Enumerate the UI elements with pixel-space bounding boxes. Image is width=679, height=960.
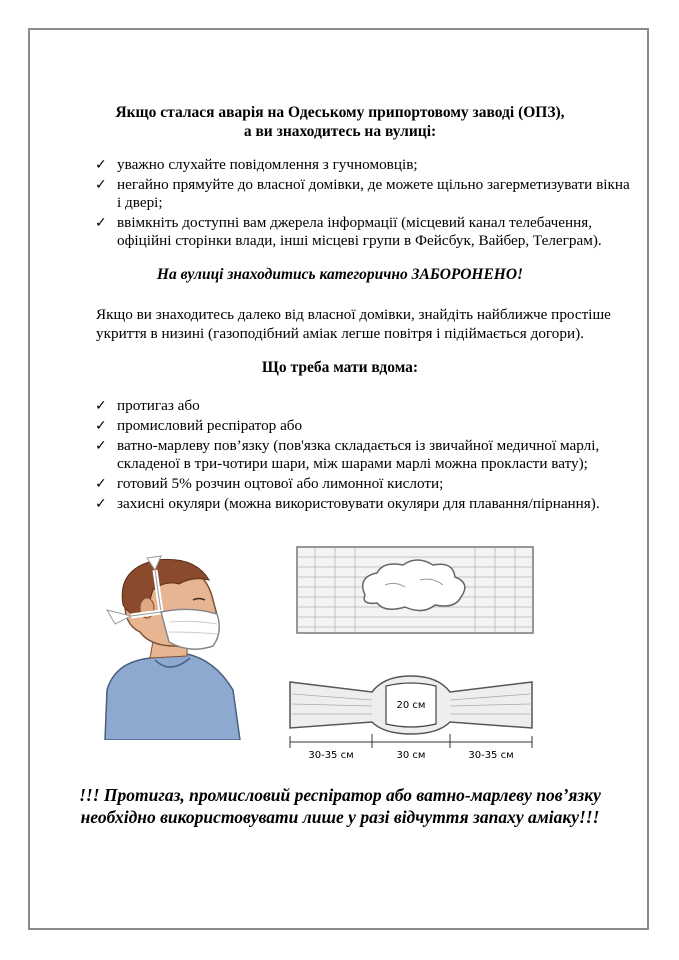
home-items-list [95,397,635,515]
check-icon: ✓ [95,496,107,512]
title-line-1: Якщо сталася аварія на Одеському припортовому заводі (ОПЗ), [115,104,565,121]
list-item: ✓ негайно прямуйте до власної домівки, де можете щільно загерметизувати вікна і двері; [95,176,630,211]
final-note: !!! Протигаз, промисловий респіратор або ватно-марлеву пов’язку необхідно використовувати лише у разі відчуття запаху аміаку!!! [79,785,601,827]
check-icon: ✓ [95,476,107,492]
list-item: ✓ уважно слухайте повідомлення з гучномовців; [95,156,418,173]
check-icon: ✓ [95,215,107,231]
shelter-paragraph: Якщо ви знаходитесь далеко від власної домівки, знайдіть найближче простіше укриття в низині (газоподібний аміак легше повітря і підіймається догори). [96,306,611,342]
left-length-label: 30-35 см [308,750,354,761]
home-items-heading: Що треба мати вдома: [261,359,419,376]
list-item: ✓ промисловий респіратор або [95,417,303,434]
gauze-with-cotton-illustration [295,545,535,635]
list-item: ✓ готовий 5% розчин оцтової або лимонної кислоти; [95,475,444,492]
list-item: ✓ протигаз або [95,397,200,414]
list-item: ✓ захисні окуляри (можна використовувати окуляри для плавання/пірнання). [95,495,600,512]
check-icon: ✓ [95,157,107,173]
street-actions-list [95,156,635,252]
center-width-label: 20 см [396,700,426,711]
middle-length-label: 30 см [396,750,426,761]
person-with-mask-illustration [95,550,245,740]
title-line-2: а ви знаходитесь на вулиці: [243,123,437,140]
check-icon: ✓ [95,177,107,193]
right-length-label: 30-35 см [468,750,514,761]
check-icon: ✓ [95,398,107,414]
street-prohibition-warning: На вулиці знаходитись категорично ЗАБОРОНЕНО! [156,266,524,283]
check-icon: ✓ [95,418,107,434]
list-item: ✓ ватно-марлеву пов’язку (пов'язка складається із звичайної медичної марлі, складеної в три-чотири шари, між шарами марлі можна прокласти вату); [95,437,600,472]
bandage-dimensions-diagram [286,670,536,770]
list-item: ✓ ввімкніть доступні вам джерела інформації (місцевий канал телебачення, офіційні сторінки влади, інші місцеві групи в Фейсбук, Вайбер, Телеграм). [95,214,602,249]
check-icon: ✓ [95,438,107,454]
